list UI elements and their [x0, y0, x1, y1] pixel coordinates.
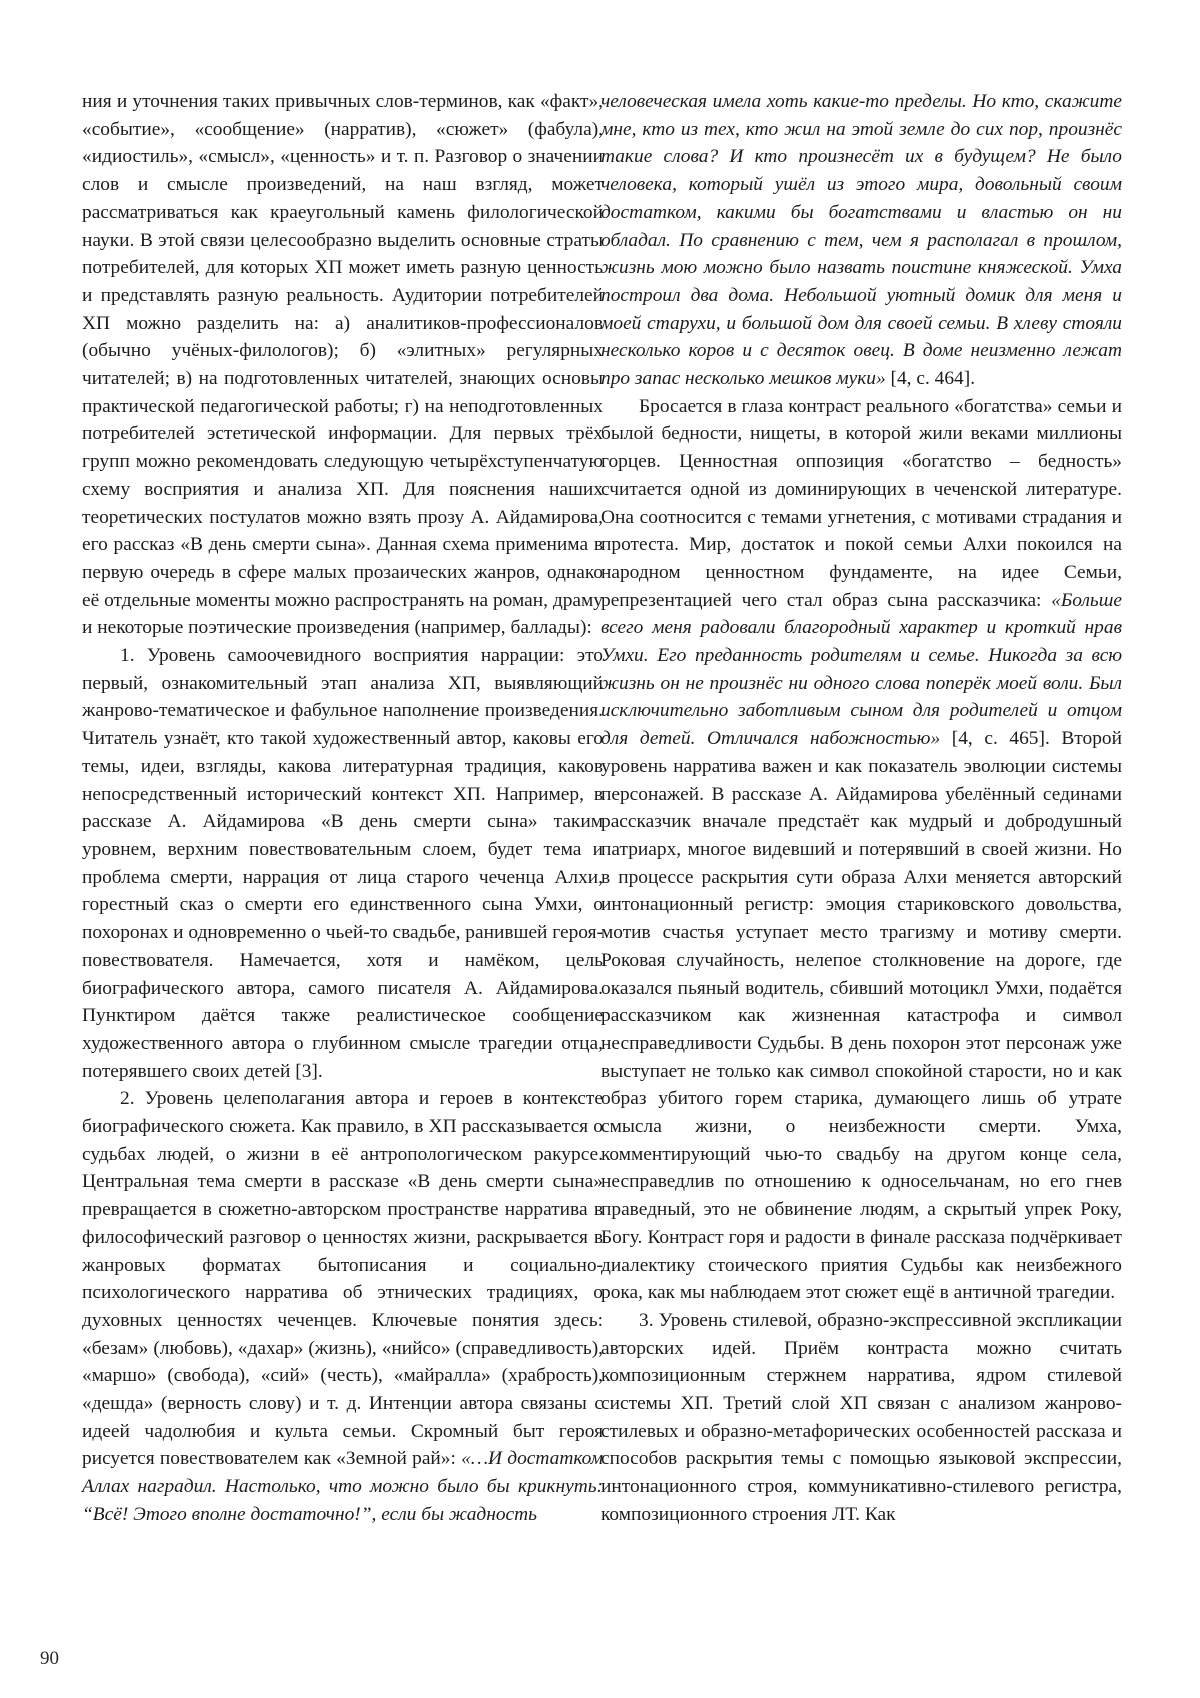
right-column	[601, 88, 1122, 1529]
left-paragraph-level-1: 1. Уровень самоочевидного восприятия наррации: это первый, ознакомительный этап анализа ХП, выявляющий жанрово-тематическое и фабульное наполнение произведения. Читатель узнаёт, кто такой художественный автор, каковы его темы, идеи, взгляды, какова литературная традиция, каков непосредственный исторический контекст ХП. Например, в рассказе А. Айдамирова «В день смерти сына» таким уровнем, верхним повествовательным слоем, будет тема и проблема смерти, наррация от лица старого чеченца Алхи, горестный сказ о смерти его единственного сына Умхи, о похоронах и одновременно о чьей-то свадьбе, ранившей героя-повествователя. Намечается, хотя и намёком, цель биографического автора, самого писателя А. Айдамирова. Пунктиром даётся также реалистическое сообщение художественного автора о глубинном смысле трагедии отца, потерявшего своих детей [3].	[82, 645, 603, 1082]
right-quote-text: человеческая имела хоть какие-то пределы. Но кто, скажите мне, кто из тех, кто жил на этой земле до сих пор, произнёс такие слова? И кто произнесёт их в будущем? Не было человека, который ушёл из этого мира, довольный своим достатком, какими бы богатствами и властью он ни обладал. По сравнению с тем, чем я располагал в прошлом, жизнь мою можно было назвать поистине княжеской. Умха построил два дома. Небольшой уютный домик для меня и моей старухи, и большой дом для своей семьи. В хлеву стояли несколько коров и с десяток овец. В доме неизменно лежат про запас несколько мешков муки»	[601, 91, 1122, 390]
right-paragraph-contrast	[601, 393, 1122, 1307]
left-paragraph-1: ния и уточнения таких привычных слов-терминов, как «факт», «событие», «сообщение» (нарратив), «сюжет» (фабула), «идиостиль», «смысл», «ценность» и т. п. Разговор о значении слов и смысле произведений, на наш взгляд, может рассматриваться как краеугольный камень филологической науки. В этой связи целесообразно выделить основные страты потребителей, для которых ХП может иметь разную ценность и представлять разную реальность. Аудитории потребителей ХП можно разделить на: а) аналитиков-профессионалов (обычно учёных-филологов); б) «элитных» регулярных читателей; в) на подготовленных читателей, знающих основы практической педагогической работы; г) на неподготовленных потребителей эстетической информации. Для первых трёх групп можно рекомендовать следующую четырёхступенчатую схему восприятия и анализа ХП. Для пояснения наших теоретических постулатов можно взять прозу А. Айдамирова, его рассказ «В день смерти сына». Данная схема применима в первую очередь в сфере малых прозаических жанров, однако её отдельные моменты можно распространять на роман, драму и некоторые поэтические произведения (например, баллады):	[82, 91, 603, 639]
left-column	[82, 88, 603, 1529]
page-number: 90	[40, 1648, 59, 1669]
left-paragraph-level-2-quote: «…И достатком Аллах наградил. Настолько, что можно было бы крикнуть: “Всё! Этого вполне достаточно!”, если бы жадность	[82, 1448, 603, 1525]
left-paragraph-level-2-text: 2. Уровень целеполагания автора и героев в контексте биографического сюжета. Как правило, в ХП рассказывается о судьбах людей, о жизни в её антропологическом ракурсе. Центральная тема смерти в рассказе «В день смерти сына» превращается в сюжетно-авторском пространстве нарратива в философический разговор о ценностях жизни, раскрывается в жанровых форматах бытописания и социально-психологического нарратива об этнических традициях, о духовных ценностях чеченцев. Ключевые понятия здесь: «безам» (любовь), «дахар» (жизнь), «нийсо» (справедливость), «маршо» (свобода), «сий» (честь), «майралла» (храбрость), «дешда» (верность слову) и т. д. Интенции автора связаны с идеей чадолюбия и культа семьи. Скромный быт героя рисуется повествователем как «Земной рай»:	[82, 1088, 603, 1470]
right-paragraph-quote-continuation	[601, 88, 1122, 393]
right-paragraph-level-3: 3. Уровень стилевой, образно-экспрессивной экспликации авторских идей. Приём контраста можно считать композиционным стержнем нарратива, ядром стилевой системы ХП. Третий слой ХП связан с анализом жанрово-стилевых и образно-метафорических особенностей рассказа и способов раскрытия темы с помощью языковой экспрессии, интонационного строя, коммуникативно-стилевого регистра, композиционного строения ЛТ. Как	[601, 1309, 1122, 1525]
right-paragraph-contrast-rest: [4, с. 465]. Второй уровень нарратива важен и как показатель эволюции системы персонажей. В рассказе А. Айдамирова убелённый сединами рассказчик вначале предстаёт как мудрый и добродушный патриарх, многое видевший и потерявший в своей жизни. Но в процессе раскрытия сути образа Алхи меняется авторский интонационный регистр: эмоция стариковского довольства, мотив счастья уступает место трагизму и мотиву смерти. Роковая случайность, нелепое столкновение на дороге, где оказался пьяный водитель, сбивший мотоцикл Умхи, подаётся рассказчиком как жизненная катастрофа и символ несправедливости Судьбы. В день похорон этот персонаж уже выступает не только как символ спокойной старости, но и как образ убитого горем старика, думающего лишь об утрате смысла жизни, о неизбежности смерти. Умха, комментирующий чью-то свадьбу на другом конце села, несправедлив по отношению к односельчанам, но его гнев праведный, это не обвинение людям, а скрытый упрек Року, Богу. Контраст горя и радости в финале рассказа подчёркивает диалектику стоического приятия Судьбы как неизбежного рока, как мы наблюдаем этот сюжет ещё в античной трагедии.	[601, 728, 1122, 1304]
right-paragraph-contrast-quote: «Больше всего меня радовали благородный характер и кроткий нрав Умхи. Его преданность родителям и семье. Никогда за всю жизнь он не произнёс ни одного слова поперёк моей воли. Был исключительно заботливым сыном для родителей и отцом для детей. Отличался набожностью»	[601, 589, 1122, 750]
left-paragraph-level-2	[82, 1085, 603, 1528]
right-paragraph-contrast-text: Бросается в глаза контраст реального «богатства» семьи и былой бедности, нищеты, в которой жили веками миллионы горцев. Ценностная оппозиция «богатство – бедность» считается одной из доминирующих в чеченской литературе. Она соотносится с темами угнетения, с мотивами страдания и протеста. Мир, достаток и покой семьи Алхи покоился на народном ценностном фундаменте, на идее Семьи, репрезентацией чего стал образ сына рассказчика:	[601, 395, 1122, 611]
right-quote-reference: [4, с. 464].	[885, 368, 976, 390]
